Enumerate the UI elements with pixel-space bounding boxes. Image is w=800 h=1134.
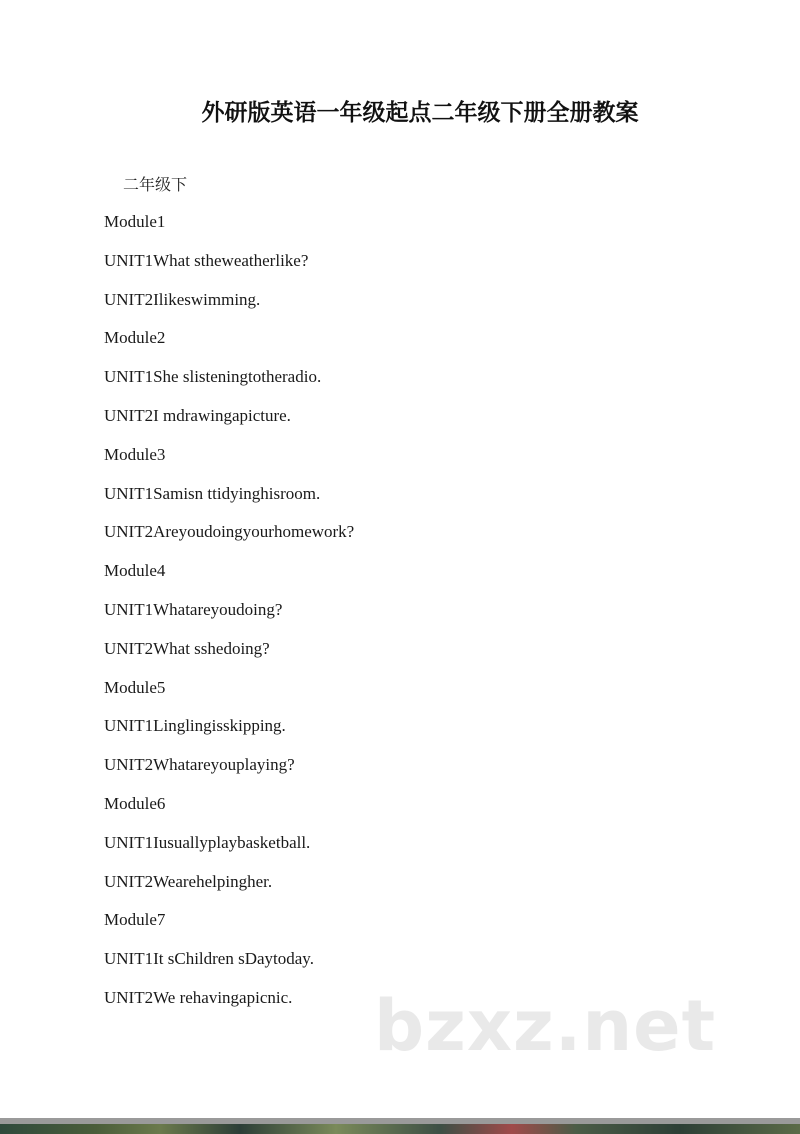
module-heading: Module7 [104,910,166,930]
module-heading: Module4 [104,561,166,581]
unit-entry: UNIT2Ilikeswimming. [104,289,261,309]
module-heading: Module5 [104,677,166,697]
unit-entry: UNIT1It sChildren sDaytoday. [104,949,314,969]
unit-entry: UNIT1What stheweatherlike? [104,250,309,270]
module-heading: Module6 [104,793,166,813]
unit-entry: UNIT2Whatareyouplaying? [104,755,295,775]
unit-entry: UNIT2We rehavingapicnic. [104,987,293,1007]
module-heading: Module1 [104,212,166,231]
unit-entry: UNIT2What sshedoing? [104,638,270,658]
module-heading: Module2 [104,328,166,348]
unit-entry: UNIT1Iusuallyplaybasketball. [104,832,311,852]
page-title: 外研版英语一年级起点二年级下册全册教案 [201,100,639,126]
unit-entry: UNIT1She slisteningtotheradio. [104,367,322,387]
module-heading: Module3 [104,444,166,464]
site-watermark: bzxz.net [374,985,717,1067]
contents-list [104,212,354,1027]
unit-entry: UNIT2I mdrawingapicture. [104,405,291,425]
unit-entry: UNIT2Wearehelpingher. [104,871,273,891]
unit-entry: UNIT2Areyoudoingyourhomework? [104,522,355,542]
next-page-preview-strip [0,1124,800,1134]
unit-entry: UNIT1Samisn ttidyinghisroom. [104,483,321,503]
unit-entry: UNIT1Whatareyoudoing? [104,599,283,619]
grade-subtitle: 二年级下 [123,175,188,194]
unit-entry: UNIT1Linglingisskipping. [104,716,286,736]
